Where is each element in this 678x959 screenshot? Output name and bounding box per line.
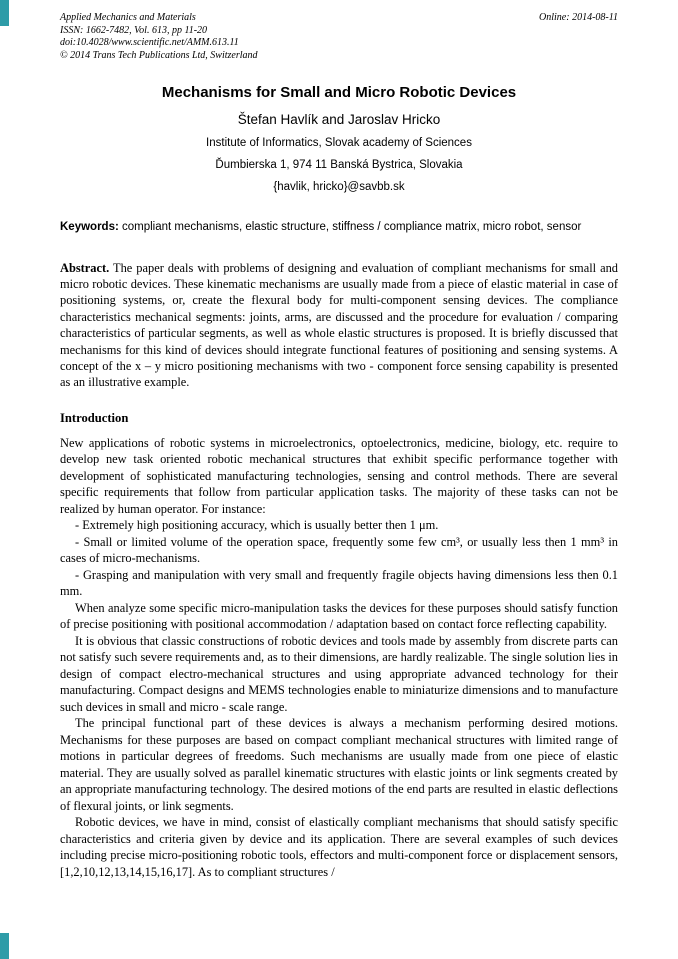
issn-volume-line: ISSN: 1662-7482, Vol. 613, pp 11-20 [60,24,208,36]
page-content [60,12,618,880]
journal-header-left [60,12,258,62]
abstract-text: The paper deals with problems of designing and evaluation of compliant mechanisms for small and micro robotic devices. These kinematic mechanisms are usually made from a piece of elastic material in case of positioning systems, or, create the flexural body for multi-component sensing devices. The compliance characteristics mechanical segments: joints, arms, are discussed and the procedure for evaluation / comparing characteristics of particular segments, as well as whole elastic structures is proposed. It is briefly discussed that mechanisms for this kind of devices should integrate functional features of positioning and sensing systems. A concept of the x – y micro positioning mechanisms with two - component force sensing capability is presented as an illustrative example. [60,260,618,390]
body-paragraph-3: It is obvious that classic constructions of robotic devices and tools made by assembly from discrete parts can not satisfy such severe requirements and, as to their dimensions, are hardly realizable. The single solution lies in design of compact electro-mechanical structures and using appropriate advanced technology for their manufacturing. Compact designs and MEMS technologies enable to miniaturize dimensions and to manufacture such devices in small and micro - scale range. [60,633,618,714]
body-paragraph-4: The principal functional part of these devices is always a mechanism performing desired motions. Mechanisms for these purposes are based on compact compliant mechanical structures with limited range of motions in particular degrees of freedoms. Such mechanisms are usually made from one piece of elastic material. They are usually solved as parallel kinematic structures with elastic joints or link segments created by an appropriate manufacturing technology. The desired motions of the end parts are resulted in elastic deflections of flexural joints, or link segments. [60,716,618,813]
keywords-label: Keywords: [60,221,119,233]
page-edge-marker-bottom [0,933,9,959]
abstract-paragraph [60,260,618,391]
abstract-label: Abstract. [60,260,110,275]
journal-header [60,12,618,62]
body-paragraph-1: New applications of robotic systems in microelectronics, optoelectronics, medicine, biology, etc. require to develop new task oriented robotic mechanical structures that exhibit specific performance together with development of sophisticated manufacturing technologies, sensing and control methods. There are several specific requirements that follow from particular application tasks. The majority of these tasks can not be realized by human operator. For instance: [60,435,618,516]
affiliation-institute: Institute of Informatics, Slovak academy of Sciences [206,137,472,149]
list-item-volume: - Small or limited volume of the operation space, frequently some few cm³, or usually less then 1 mm³ in cases of micro-mechanisms. [60,534,618,566]
affiliation-address: Ďumbierska 1, 974 11 Banská Bystrica, Slovakia [215,159,463,171]
author-email: {havlik, hricko}@savbb.sk [273,181,405,193]
author-names: Štefan Havlík and Jaroslav Hricko [237,112,441,127]
introduction-body [60,435,618,881]
body-paragraph-2: When analyze some specific micro-manipulation tasks the devices for these purposes should satisfy function of precise positioning with positional accommodation / adaptation based on contact force reflecting capability. [60,600,618,632]
body-paragraph-5: Robotic devices, we have in mind, consist of elastically compliant mechanisms that should satisfy specific characteristics and criteria given by device and its application. There are several examples of such devices including precise micro-positioning robotic tools, effectors and multi-component force or displacement sensors, [1,2,10,12,13,14,15,16,17]. As to compliant structures / [60,815,618,879]
copyright-line: © 2014 Trans Tech Publications Ltd, Switzerland [60,49,258,61]
journal-name: Applied Mechanics and Materials [60,12,196,23]
paper-title: Mechanisms for Small and Micro Robotic Devices [161,84,517,101]
list-item-grasping: - Grasping and manipulation with very small and frequently fragile objects having dimensions less then 0.1 mm. [60,567,618,599]
page-edge-marker-top [0,0,9,26]
doi-line: doi:10.4028/www.scientific.net/AMM.613.11 [60,37,239,48]
keywords-paragraph [60,220,618,236]
online-date: Online: 2014-08-11 [539,12,618,23]
list-item-accuracy: - Extremely high positioning accuracy, which is usually better then 1 μm. [75,518,439,533]
section-heading-introduction: Introduction [60,410,129,425]
keywords-text: compliant mechanisms, elastic structure, stiffness / compliance matrix, micro robot, sensor [122,221,582,233]
